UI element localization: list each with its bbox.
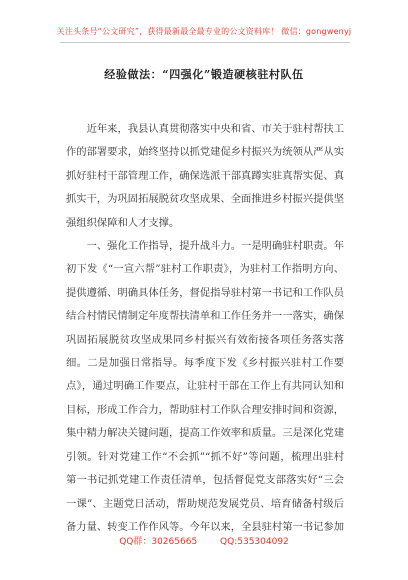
header-divider	[60, 42, 350, 43]
paragraph-intro: 近年来，我县认真贯彻落实中央和省、市关于驻村帮扶工作的部署要求，始终坚持以抓党建促乡村振兴为统领从严从实抓好驻村干部管理工作，确保选派干部真蹲实驻真帮实促、真抓实干，为巩固拓展脱贫攻坚成果、全面推进乡村振兴提供坚强组织保障和人才支撑。	[66, 123, 345, 229]
footer-contact	[0, 534, 408, 547]
document-title: 经验做法：“四强化”锻造硬核驻村队伍	[104, 68, 304, 81]
document-body	[66, 118, 344, 539]
footer-qq: QQ:535304092	[220, 537, 289, 547]
header-note: 关注头条号“公文研究”，获得最新最全最专业的公文资料库！ 微信：gongwenyj	[56, 27, 352, 36]
paragraph-section-1: 一、强化工作指导，提升战斗力。一是明确驻村职责。年初下发《“一宣六帮”驻村工作职责》，为驻村工作指明方向、提供遵循、明确具体任务，督促指导驻村第一书记和工作队员结合村情民情制定年度帮扶清单和工作任务并一一落实，确保巩固拓展脱贫攻坚成果同乡村振兴有效衔接各项任务落实落细。二是加强日常指导。每季度下发《乡村振兴驻村工作要点》，通过明确工作要点，让驻村干部在工作上有共同认知和目标，形成工作合力，帮助驻村工作队合理安排时间和资源，集中精力解决关键问题，提高工作效率和质量。三是深化党建引领。针对党建工作“不会抓”“抓不好”等问题，梳理出驻村第一书记抓党建工作责任清单，包括督促党支部落实好“三会一课”、主题党日活动，帮助规范发展党员、培育储备村级后备力量、转变工作作风等。今年以来，全县驻村第一书记参加	[66, 240, 345, 533]
footer-qq-group: QQ群：30265665	[119, 537, 198, 547]
